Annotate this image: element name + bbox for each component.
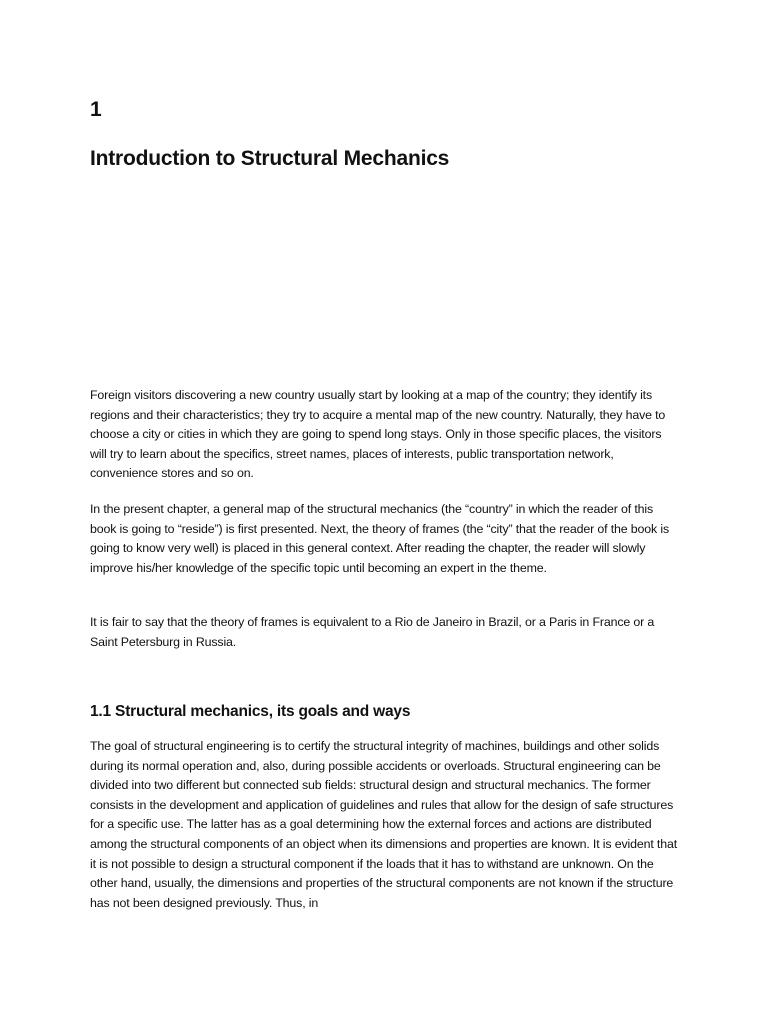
intro-paragraph-1: Foreign visitors discovering a new country usually start by looking at a map of the country; they identify its regions and their characteristics; they try to acquire a mental map of the new country. Naturally, they have to choose a city or cities in which they are going to spend long stays. Only in those specific places, the visitors will try to learn about the specifics, street names, places of interests, public transportation network, convenience stores and so on. xyxy=(90,388,666,481)
intro-paragraph-2: In the present chapter, a general map of the structural mechanics (the “country” in which the reader of this book is going to “reside”) is first presented. Next, the theory of frames (the “city” that the reader of the book is going to know very well) is placed in this general context. After reading the chapter, the reader will slowly improve his/her knowledge of the specific topic until becoming an expert in the theme. xyxy=(90,502,670,575)
intro-paragraph-3: It is fair to say that the theory of frames is equivalent to a Rio de Janeiro in Brazil, or a Paris in France or a Saint Petersburg in Russia. xyxy=(90,615,655,649)
chapter-number: 1 xyxy=(90,98,102,121)
section-heading: 1.1 Structural mechanics, its goals and ways xyxy=(90,703,411,720)
chapter-title: Introduction to Structural Mechanics xyxy=(90,147,450,170)
section-paragraph: The goal of structural engineering is to certify the structural integrity of machines, buildings and other solids during its normal operation and, also, during possible accidents or overloads. Structural engineering can be divided into two different but connected sub fields: structural design and structural mechanics. The former consists in the development and application of guidelines and rules that allow for the design of safe structures for a specific use. The latter has as a goal determining how the external forces and actions are distributed among the structural components of an object when its dimensions and properties are known. It is evident that it is not possible to design a structural component if the loads that it has to withstand are unknown. On the other hand, usually, the dimensions and properties of the structural components are not known if the structure has not been designed previously. Thus, in xyxy=(90,739,677,910)
